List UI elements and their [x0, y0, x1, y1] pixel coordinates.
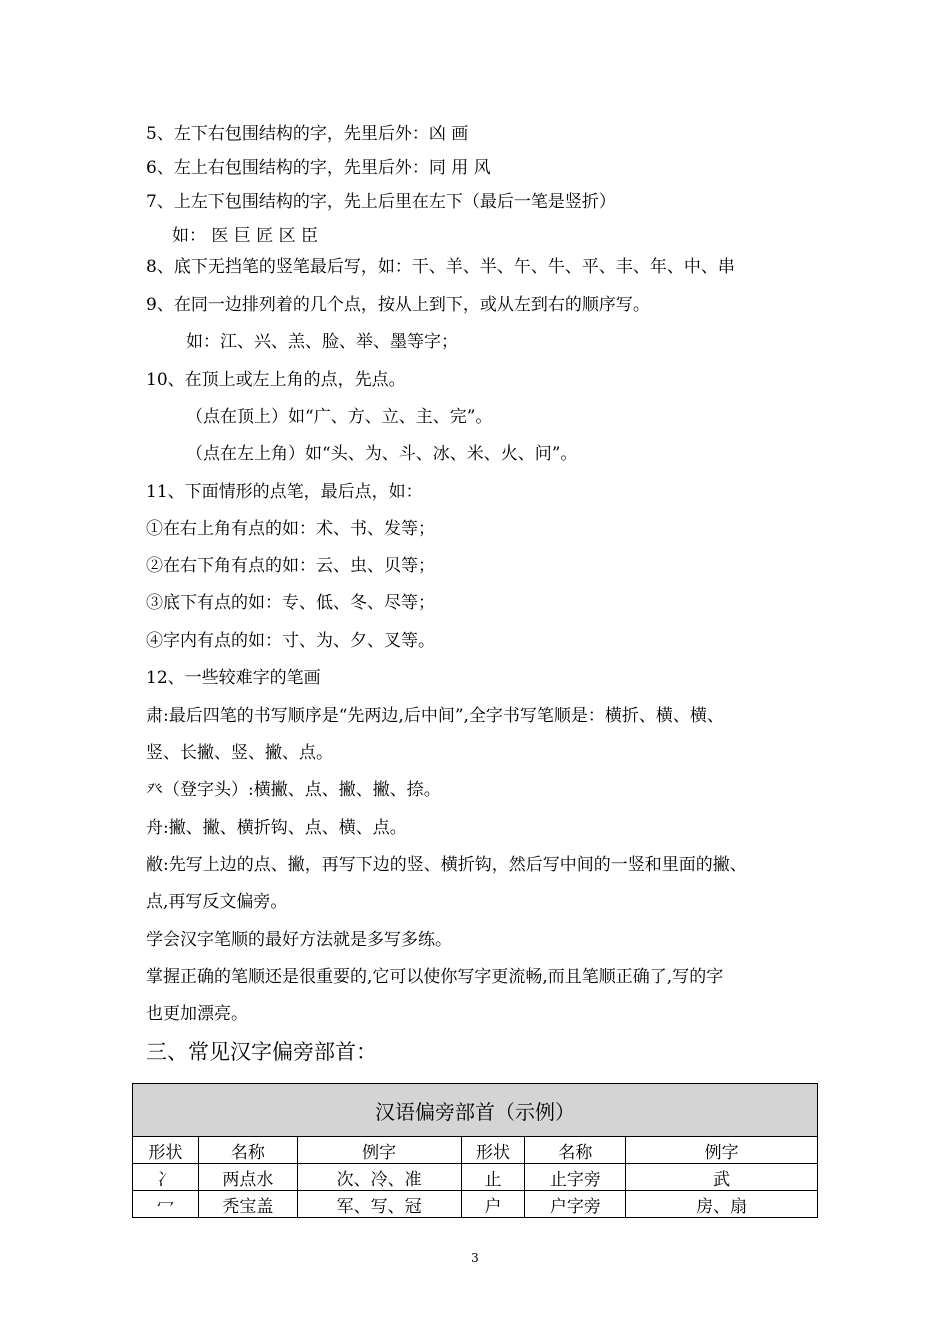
column-header: 名称: [198, 1137, 297, 1164]
text-line: 癶（登字头）:横撇、点、撇、撇、捺。: [146, 780, 441, 800]
table-row: [133, 1164, 818, 1191]
text-line: 敝:先写上边的点、撇，再写下边的竖、横折钩，然后写中间的一竖和里面的撇、: [146, 855, 747, 875]
text-line: 5、左下右包围结构的字，先里后外：凶 画: [146, 124, 469, 144]
text-line: 6、左上右包围结构的字，先里后外：同 用 风: [146, 158, 491, 178]
text-line: 掌握正确的笔顺还是很重要的,它可以使你写字更流畅,而且笔顺正确了,写的字: [146, 967, 724, 987]
column-header: 例字: [297, 1137, 461, 1164]
text-line: 11、下面情形的点笔，最后点，如：: [146, 482, 423, 502]
text-line: 也更加漂亮。: [146, 1004, 248, 1024]
table-cell: 止: [461, 1164, 525, 1191]
text-line: 10、在顶上或左上角的点，先点。: [146, 370, 406, 390]
text-line: ①在右上角有点的如：术、书、发等；: [146, 519, 435, 539]
column-header: 名称: [525, 1137, 626, 1164]
table-header-row: [133, 1137, 818, 1164]
text-line: 如： 医 巨 匠 区 臣: [172, 226, 319, 246]
column-header: 形状: [461, 1137, 525, 1164]
text-line: 7、上左下包围结构的字，先上后里在左下（最后一笔是竖折）: [146, 192, 616, 212]
table-cell: 军、写、冠: [297, 1191, 461, 1218]
table-cell: 冫: [133, 1164, 199, 1191]
table-cell: 次、冷、准: [297, 1164, 461, 1191]
text-line: ②在右下角有点的如：云、虫、贝等；: [146, 556, 435, 576]
text-line: 肃:最后四笔的书写顺序是“先两边,后中间”,全字书写笔顺是：横折、横、横、: [146, 706, 724, 726]
table-cell: 冖: [133, 1191, 199, 1218]
table-cell: 止字旁: [525, 1164, 626, 1191]
text-line: 8、底下无挡笔的竖笔最后写，如：干、羊、半、午、牛、平、丰、年、中、串: [146, 257, 735, 277]
radicals-table: [132, 1083, 818, 1218]
table-cell: 户字旁: [525, 1191, 626, 1218]
section-title: 三、常见汉字偏旁部首：: [146, 1040, 377, 1064]
table-cell: 两点水: [198, 1164, 297, 1191]
text-line: 9、在同一边排列着的几个点，按从上到下，或从左到右的顺序写。: [146, 295, 650, 315]
text-line: 舟:撇、撇、横折钩、点、横、点。: [146, 818, 407, 838]
text-line: （点在左上角）如“头、为、斗、冰、米、火、问”。: [186, 444, 578, 464]
text-line: 12、一些较难字的笔画: [146, 668, 321, 688]
column-header: 例字: [626, 1137, 818, 1164]
text-line: （点在顶上）如“广、方、立、主、完”。: [186, 407, 493, 427]
text-line: ③底下有点的如：专、低、冬、尽等；: [146, 593, 435, 613]
page-number: 3: [471, 1251, 479, 1265]
table-caption: 汉语偏旁部首（示例）: [133, 1084, 818, 1137]
table-cell: 户: [461, 1191, 525, 1218]
text-line: 竖、长撇、竖、撇、点。: [146, 743, 333, 763]
text-line: 学会汉字笔顺的最好方法就是多写多练。: [146, 930, 452, 950]
table-row: [133, 1191, 818, 1218]
column-header: 形状: [133, 1137, 199, 1164]
table-cell: 房、扇: [626, 1191, 818, 1218]
text-line: ④字内有点的如：寸、为、夕、叉等。: [146, 631, 435, 651]
table-cell: 秃宝盖: [198, 1191, 297, 1218]
text-line: 如：江、兴、羔、脸、举、墨等字；: [186, 332, 458, 352]
text-line: 点,再写反文偏旁。: [146, 892, 288, 912]
table-cell: 武: [626, 1164, 818, 1191]
